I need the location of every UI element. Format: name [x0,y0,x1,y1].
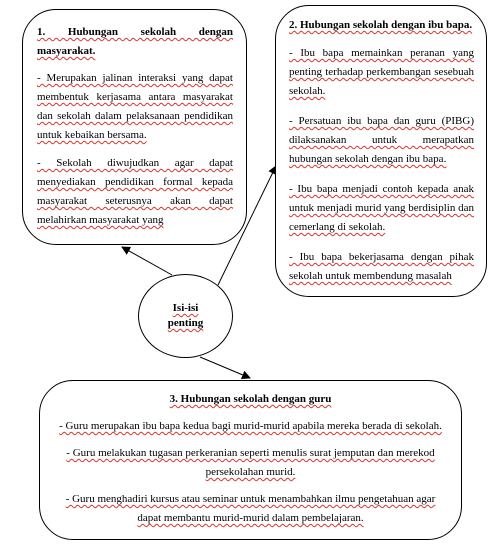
box-hubungan-guru [39,380,462,540]
arrow-to-box1 [122,247,172,275]
box3-title: 3. Hubungan sekolah dengan guru [169,393,332,405]
box2-point: - Ibu bapa bekerjasama dengan pihak sekolah untuk membendung masalah [289,251,474,282]
box3-point: - Guru melakukan tugasan perkeranian seperti menulis surat jemputan dan merekod persekolahan murid. [66,447,435,478]
box-hubungan-ibu-bapa [275,5,487,297]
box-hubungan-masyarakat [22,9,247,245]
box2-title: 2. Hubungan sekolah dengan ibu bapa. [289,19,473,31]
box1-point: - Merupakan jalinan interaksi yang dapat membentuk kerjasama antara masyarakat dan sekolah dalam pelaksanaan pendidikan untuk kebaikan bersama. [37,72,233,141]
box2-point: - Persatuan ibu bapa dan guru (PIBG) dilaksanakan untuk merapatkan hubungan sekolah dengan ibu bapa. [289,115,474,165]
box2-point: - Ibu bapa memainkan peranan yang penting terhadap perkembangan sesebuah sekolah. [289,47,474,97]
central-topic-node [138,274,233,358]
central-topic-label: Isi-isi penting [167,302,204,329]
box3-point: - Guru menghadiri kursus atau seminar untuk menambahkan ilmu pengetahuan agar dapat membantu murid-murid dalam pembelajaran. [65,493,436,524]
box1-title: 1. Hubungan sekolah dengan masyarakat. [37,26,233,57]
box2-point: - Ibu bapa menjadi contoh kepada anak untuk menjadi murid yang berdisiplin dan cemerlang di sekolah. [289,183,474,233]
box3-point: - Guru merupakan ibu bapa kedua bagi murid-murid apabila mereka berada di sekolah. [59,420,442,432]
arrow-to-box3 [200,357,250,378]
box1-point: - Sekolah diwujudkan agar dapat menyediakan pendidikan formal kepada masyarakat seterusnya akan dapat melahirkan masyarakat yang [37,157,233,226]
